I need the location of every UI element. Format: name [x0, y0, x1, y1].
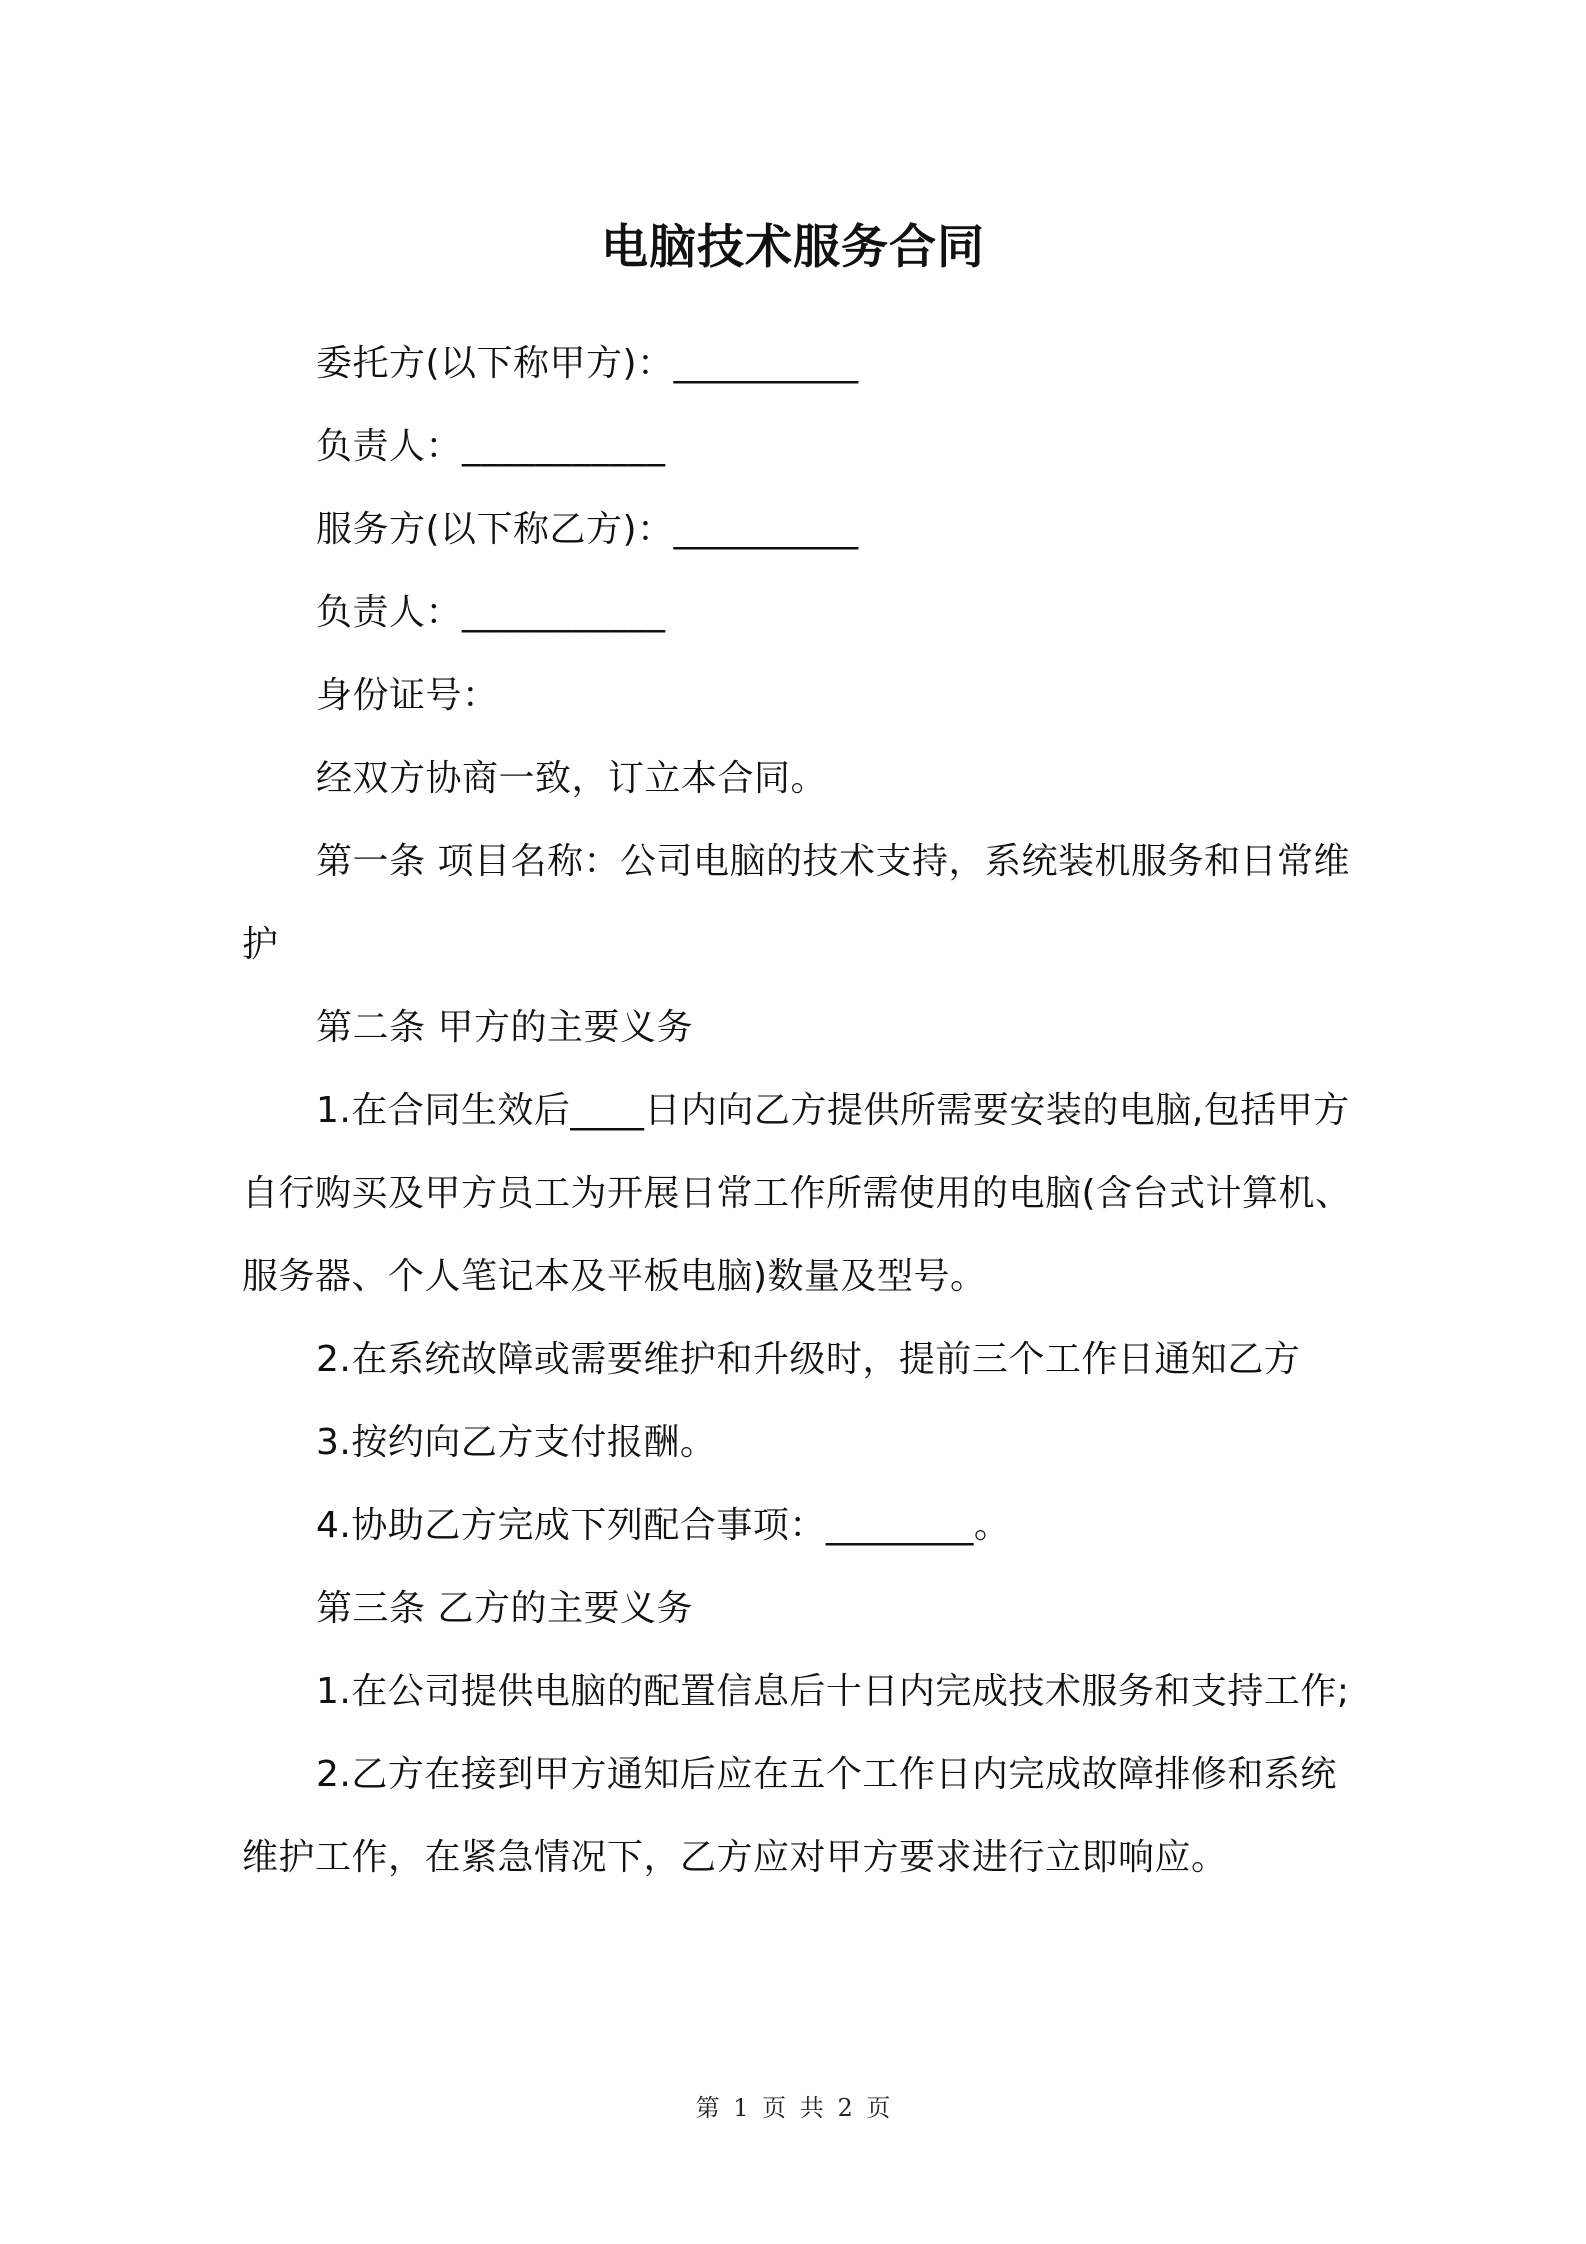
party-b-line: 服务方(以下称乙方)：__________ — [316, 509, 859, 550]
article-1-paragraph: 第一条 项目名称：公司电脑的技术支持，系统装机服务和日常维护 — [242, 841, 1350, 965]
party-b-responsible-line: 负责人：___________ — [316, 592, 666, 633]
article-3-item-2: 2.乙方在接到甲方通知后应在五个工作日内完成故障排修和系统维护工作，在紧急情况下，乙方应对甲方要求进行立即响应。 — [242, 1754, 1337, 1878]
article-2-item-3: 3.按约向乙方支付报酬。 — [316, 1422, 717, 1463]
party-a-line: 委托方(以下称甲方)：__________ — [316, 343, 859, 384]
id-number-line: 身份证号： — [316, 675, 499, 716]
article-2-heading: 第二条 甲方的主要义务 — [316, 1007, 693, 1048]
article-3-item-1: 1.在公司提供电脑的配置信息后十日内完成技术服务和支持工作; — [316, 1671, 1350, 1712]
article-2-item-2: 2.在系统故障或需要维护和升级时，提前三个工作日通知乙方 — [316, 1339, 1301, 1380]
article-2-item-4: 4.协助乙方完成下列配合事项：________。 — [316, 1505, 1011, 1546]
page-footer: 第 1 页 共 2 页 — [695, 2094, 891, 2122]
agreement-paragraph: 经双方协商一致，订立本合同。 — [316, 758, 828, 799]
document-body — [242, 322, 1354, 1899]
party-a-responsible-line: 负责人：___________ — [316, 426, 666, 467]
article-2-item-1: 1.在合同生效后____日内向乙方提供所需要安装的电脑,包括甲方自行购买及甲方员工为开展日常工作所需使用的电脑(含台式计算机、服务器、个人笔记本及平板电脑)数量及型号。 — [242, 1090, 1352, 1297]
article-3-heading: 第三条 乙方的主要义务 — [316, 1588, 693, 1629]
document-title: 电脑技术服务合同 — [601, 220, 985, 275]
